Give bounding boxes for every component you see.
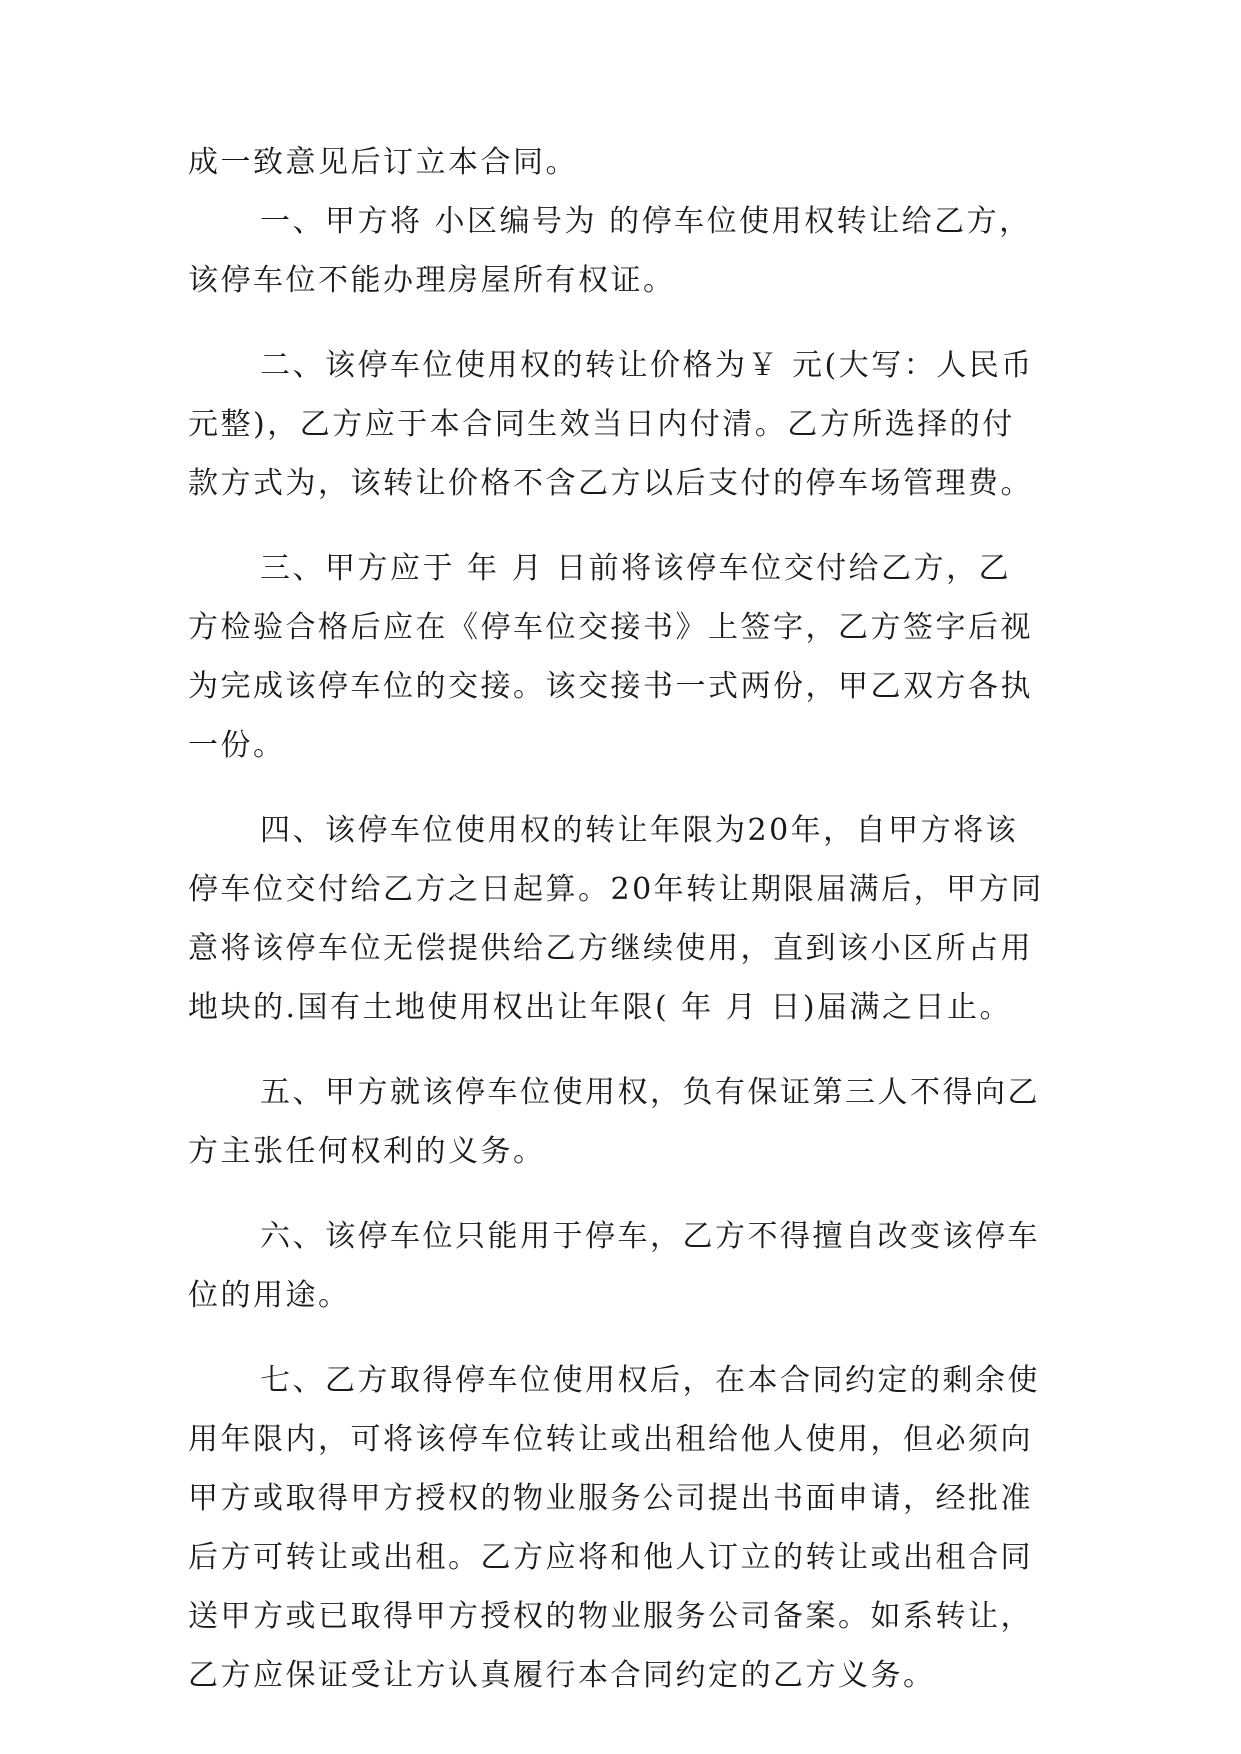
text-line: 款方式为，该转让价格不含乙方以后支付的停车场管理费。 (188, 466, 1033, 501)
text-line: 后方可转让或出租。乙方应将和他人订立的转让或出租合同 (188, 1540, 1033, 1575)
text-line: 地块的.国有土地使用权出让年限( 年 月 日)届满之日止。 (188, 990, 1013, 1025)
text-line: 为完成该停车位的交接。该交接书一式两份，甲乙双方各执 (188, 669, 1033, 704)
text-line: 送甲方或已取得甲方授权的物业服务公司备案。如系转让， (188, 1599, 1033, 1634)
text-line: 意将该停车位无偿提供给乙方继续使用，直到该小区所占用 (188, 931, 1033, 966)
text-line: 五、甲方就该停车位使用权，负有保证第三人不得向乙 (260, 1075, 1040, 1110)
text-line: 方主张任何权利的义务。 (188, 1134, 546, 1169)
text-line: 甲方或取得甲方授权的物业服务公司提出书面申请，经批准 (188, 1481, 1033, 1516)
text-line: 用年限内，可将该停车位转让或出租给他人使用，但必须向 (188, 1422, 1033, 1457)
text-line: 一、甲方将 小区编号为 的停车位使用权转让给乙方， (260, 204, 1032, 239)
text-line: 位的用途。 (188, 1278, 351, 1313)
text-line: 三、甲方应于 年 月 日前将该停车位交付给乙方，乙 (260, 551, 1012, 586)
text-line: 元整)，乙方应于本合同生效当日内付清。乙方所选择的付 (188, 407, 1015, 442)
text-line: 停车位交付给乙方之日起算。20年转让期限届满后，甲方同 (188, 872, 1044, 907)
text-line: 成一致意见后订立本合同。 (188, 145, 578, 180)
text-line: 六、该停车位只能用于停车，乙方不得擅自改变该停车 (260, 1219, 1040, 1254)
text-line: 四、该停车位使用权的转让年限为20年，自甲方将该 (260, 813, 1019, 848)
text-line: 七、乙方取得停车位使用权后，在本合同约定的剩余使 (260, 1363, 1040, 1398)
text-line: 该停车位不能办理房屋所有权证。 (188, 263, 676, 298)
text-line: 一份。 (188, 728, 286, 763)
text-line: 二、该停车位使用权的转让价格为￥ 元(大写：人民币 (260, 348, 1034, 383)
text-line: 乙方应保证受让方认真履行本合同约定的乙方义务。 (188, 1658, 936, 1693)
text-line: 方检验合格后应在《停车位交接书》上签字，乙方签字后视 (188, 610, 1033, 645)
